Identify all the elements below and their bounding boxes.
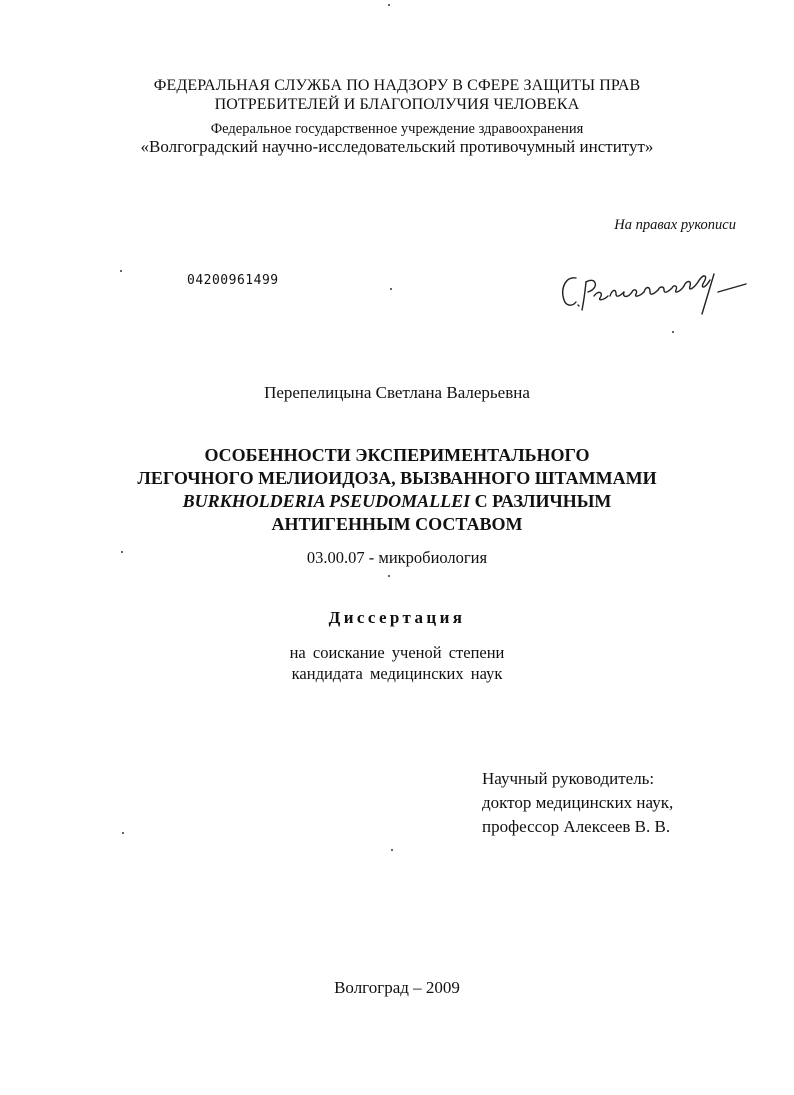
title-line-4: АНТИГЕННЫМ СОСТАВОМ xyxy=(271,514,523,534)
degree-line-1: на соискание ученой степени xyxy=(289,643,505,662)
scan-speck xyxy=(391,849,393,851)
rights-note: На правах рукописи xyxy=(614,217,736,233)
scan-speck xyxy=(672,331,674,333)
signature xyxy=(554,252,754,316)
scan-speck xyxy=(390,288,392,290)
author-name: Перепелицына Светлана Валерьевна xyxy=(264,383,530,402)
advisor-rank: доктор медицинских наук, xyxy=(482,793,674,812)
scan-speck xyxy=(122,832,124,834)
agency-name xyxy=(0,76,794,114)
agency-line-2: ПОТРЕБИТЕЛЕЙ И БЛАГОПОЛУЧИЯ ЧЕЛОВЕКА xyxy=(214,96,580,113)
scan-speck xyxy=(120,270,122,272)
institution-name: «Волгоградский научно-исследовательский противочумный институт» xyxy=(140,137,654,156)
institution-type: Федеральное государственное учреждение здравоохранения xyxy=(210,121,584,137)
dissertation-title xyxy=(0,444,794,536)
work-type: Диссертация xyxy=(328,608,466,627)
title-line-2: ЛЕГОЧНОГО МЕЛИОИДОЗА, ВЫЗВАННОГО ШТАММАМИ xyxy=(137,468,657,488)
degree-statement xyxy=(0,642,794,684)
agency-line-1: ФЕДЕРАЛЬНАЯ СЛУЖБА ПО НАДЗОРУ В СФЕРЕ ЗАЩИТЫ ПРАВ xyxy=(153,77,641,94)
scan-speck xyxy=(388,575,390,577)
scan-speck xyxy=(121,551,123,553)
advisor-label: Научный руководитель: xyxy=(482,769,655,788)
city-year: Волгоград – 2009 xyxy=(334,978,460,997)
title-line-1: ОСОБЕННОСТИ ЭКСПЕРИМЕНТАЛЬНОГО xyxy=(204,445,590,465)
title-line-3 xyxy=(0,490,794,513)
advisor-name: профессор Алексеев В. В. xyxy=(482,817,671,836)
degree-line-2: кандидата медицинских наук xyxy=(291,664,503,683)
advisor-block xyxy=(482,767,673,839)
specialty-code: 03.00.07 - микробиология xyxy=(306,548,488,567)
title-line-3-rest: С РАЗЛИЧНЫМ xyxy=(470,491,612,511)
document-code: 04200961499 xyxy=(187,273,279,288)
scan-speck xyxy=(388,4,390,6)
species-name: BURKHOLDERIA PSEUDOMALLEI xyxy=(182,491,471,511)
